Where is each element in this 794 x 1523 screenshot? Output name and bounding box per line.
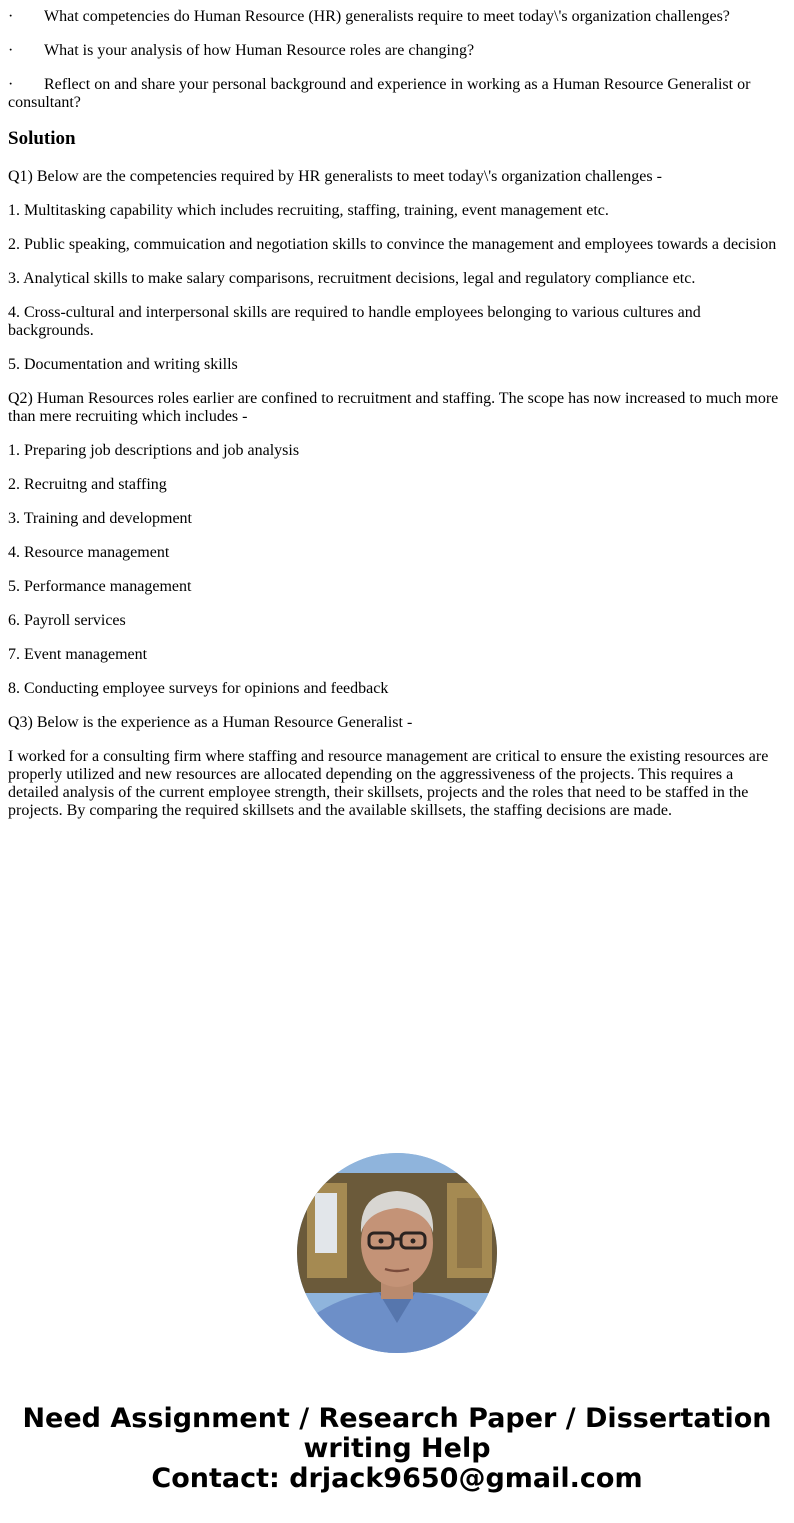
bullet-icon: · bbox=[8, 42, 14, 59]
q3-body: I worked for a consulting firm where staffing and resource management are critical to ensure the existing resources are properly utilized and new resources are allocated depending on the aggressiveness of the projects. This requires a detailed analysis of the current employee strength, their skillsets, projects and the roles that need to be staffed in the projects. By comparing the required skillsets and the available skillsets, the staffing decisions are made. bbox=[8, 748, 769, 819]
q1-intro: Q1) Below are the competencies required by HR generalists to meet today\'s organization challenges - bbox=[8, 168, 662, 185]
author-portrait-icon bbox=[297, 1153, 497, 1353]
author-avatar bbox=[297, 1153, 497, 1353]
q1-item: 4. Cross-cultural and interpersonal skills are required to handle employees belonging to various cultures and backgrounds. bbox=[8, 304, 701, 339]
q3-intro: Q3) Below is the experience as a Human Resource Generalist - bbox=[8, 714, 413, 731]
q2-item: 8. Conducting employee surveys for opinions and feedback bbox=[8, 680, 389, 697]
promo-contact: Contact: drjack9650@gmail.com bbox=[151, 1463, 643, 1494]
q1-item: 5. Documentation and writing skills bbox=[8, 356, 238, 373]
bullet-icon: · bbox=[8, 76, 14, 93]
q2-item: 5. Performance management bbox=[8, 578, 192, 595]
q1-item: 2. Public speaking, commuication and negotiation skills to convince the management and employees towards a decision bbox=[8, 236, 777, 253]
q2-intro: Q2) Human Resources roles earlier are confined to recruitment and staffing. The scope has now increased to much more than mere recruiting which includes - bbox=[8, 390, 779, 425]
q2-item: 7. Event management bbox=[8, 646, 148, 663]
question-1: · What competencies do Human Resource (HR) generalists require to meet today\'s organization challenges? bbox=[8, 8, 730, 25]
q2-item: 3. Training and development bbox=[8, 510, 192, 527]
bullet-icon: · bbox=[8, 8, 14, 25]
promo-line: writing Help bbox=[303, 1433, 491, 1464]
solution-heading: Solution bbox=[8, 128, 76, 149]
q2-item: 2. Recruitng and staffing bbox=[8, 476, 167, 493]
q2-item: 6. Payroll services bbox=[8, 612, 126, 629]
question-2: · What is your analysis of how Human Resource roles are changing? bbox=[8, 42, 475, 59]
q1-item: 1. Multitasking capability which includes recruiting, staffing, training, event management etc. bbox=[8, 202, 609, 219]
q2-item: 4. Resource management bbox=[8, 544, 170, 561]
q2-item: 1. Preparing job descriptions and job analysis bbox=[8, 442, 300, 459]
promo-banner bbox=[0, 1404, 794, 1494]
question-3: · Reflect on and share your personal background and experience in working as a Human Resource Generalist or consultant? bbox=[8, 76, 751, 111]
promo-line: Need Assignment / Research Paper / Dissertation bbox=[22, 1403, 772, 1434]
q1-item: 3. Analytical skills to make salary comparisons, recruitment decisions, legal and regulatory compliance etc. bbox=[8, 270, 696, 287]
